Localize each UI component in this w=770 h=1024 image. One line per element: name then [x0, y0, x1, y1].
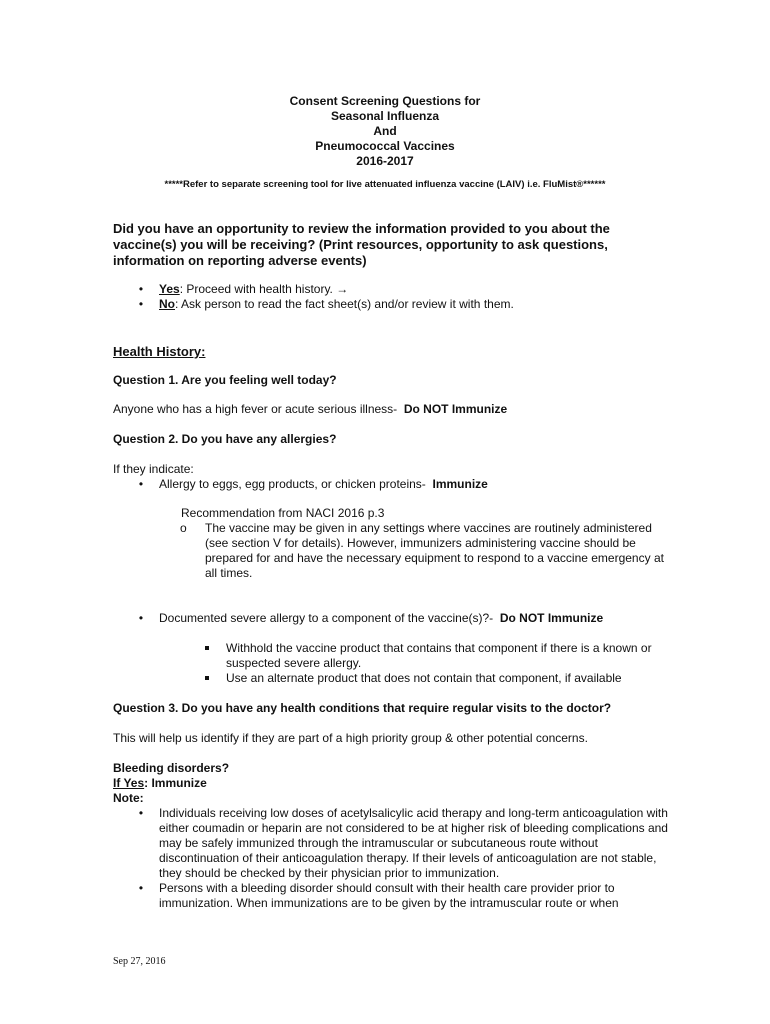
review-question: Did you have an opportunity to review the information provided to you about the vaccine(s) you will be receiving? (Print resources, opportunity to ask questions, information on reporting adverse events): [113, 221, 610, 268]
no-text: : Ask person to read the fact sheet(s) and/or review it with them.: [175, 297, 514, 311]
naci-recommendation-detail: [113, 521, 673, 581]
review-options: [113, 282, 673, 312]
egg-allergy-text: Allergy to eggs, egg products, or chicken proteins-: [159, 477, 426, 491]
question-1-text: [113, 402, 673, 417]
no-label: No: [159, 297, 175, 311]
bullet-icon: •: [138, 282, 144, 296]
square-bullet-icon: [205, 646, 209, 650]
egg-allergy-item: [113, 477, 673, 492]
square-bullet-icon: [205, 676, 209, 680]
severe-allergy-item: [113, 611, 673, 626]
bullet-icon: •: [138, 806, 144, 820]
naci-detail-text: The vaccine may be given in any settings where vaccines are routinely administered (see section V for details). However, immunizers administering vaccine should be prepared for and have the necessary equipment to respond to a vaccine emergency at all times.: [205, 521, 664, 580]
yes-label: Yes: [159, 282, 180, 296]
option-no: [113, 297, 673, 312]
bleeding-note-label: Note:: [113, 791, 144, 805]
question-1-title: Question 1. Are you feeling well today?: [113, 373, 337, 387]
laiv-refer-note: *****Refer to separate screening tool for live attenuated influenza vaccine (LAIV) i.e. FluMist®******: [164, 179, 606, 190]
if-yes-label: If Yes: [113, 776, 145, 790]
document-title: [0, 94, 770, 169]
naci-recommendation: Recommendation from NACI 2016 p.3: [181, 506, 385, 520]
withhold-item: [113, 641, 653, 671]
bleeding-bullet-2: [113, 881, 673, 911]
footer-date: Sep 27, 2016: [113, 956, 166, 967]
bullet-icon: •: [138, 881, 144, 895]
severe-allergy-text: Documented severe allergy to a component of the vaccine(s)?-: [159, 611, 494, 625]
bleeding-section: [113, 761, 673, 911]
question-1-condition: Anyone who has a high fever or acute serious illness-: [113, 402, 398, 416]
question-3-title: Question 3. Do you have any health conditions that require regular visits to the doctor?: [113, 701, 612, 715]
question-2-intro: If they indicate:: [113, 462, 194, 476]
bullet-icon: •: [138, 297, 144, 311]
title-line-4: Pneumococcal Vaccines: [315, 139, 455, 153]
alternate-item: [113, 671, 653, 686]
withhold-text: Withhold the vaccine product that contains that component if there is a known or suspected severe allergy.: [226, 641, 652, 670]
bleeding-bullet-1: [113, 806, 673, 881]
title-line-5: 2016-2017: [356, 154, 414, 168]
question-3-text: This will help us identify if they are part of a high priority group & other potential concerns.: [113, 731, 588, 745]
title-line-3: And: [373, 124, 397, 138]
question-1-action: Do NOT Immunize: [403, 402, 508, 416]
bleeding-if-yes: [113, 776, 673, 791]
alternate-text: Use an alternate product that does not contain that component, if available: [226, 671, 622, 685]
bullet-icon: •: [138, 611, 144, 625]
bleeding-bullet-1-text: Individuals receiving low doses of acetylsalicylic acid therapy and long-term anticoagulation with either coumadin or heparin are not considered to be at higher risk of bleeding complications and may be safely immunized through the intramuscular or subcutaneous route without discontinuation of their anticoagulation therapy. If their levels of anticoagulation are not stable, they should be checked by their physician prior to immunization.: [159, 806, 668, 880]
title-line-1: Consent Screening Questions for: [289, 94, 481, 108]
circle-bullet-icon: o: [180, 521, 187, 535]
bullet-icon: •: [138, 477, 144, 491]
if-yes-action: : Immunize: [144, 776, 207, 790]
bleeding-bullet-2-text: Persons with a bleeding disorder should consult with their health care provider prior to immunization. When immunizations are to be given by the intramuscular route or when: [159, 881, 619, 910]
severe-allergy-action: Do NOT Immunize: [499, 611, 604, 625]
yes-text: : Proceed with health history. →: [179, 282, 349, 296]
severe-allergy-subitems: [113, 641, 653, 686]
bleeding-heading: Bleeding disorders?: [113, 761, 230, 775]
health-history-heading: Health History:: [113, 344, 206, 359]
egg-allergy-action: Immunize: [432, 477, 488, 491]
title-line-2: Seasonal Influenza: [330, 109, 440, 123]
question-2-title: Question 2. Do you have any allergies?: [113, 432, 337, 446]
option-yes: [113, 282, 673, 297]
